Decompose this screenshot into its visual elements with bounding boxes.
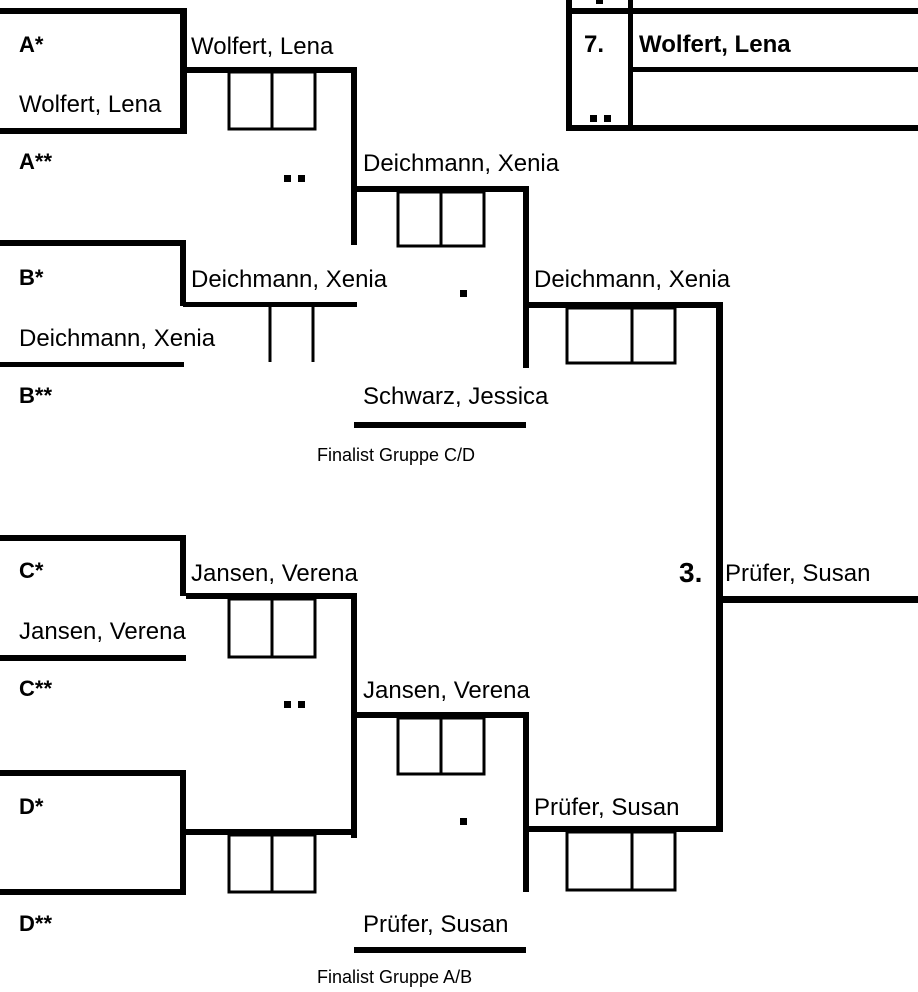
finalist-ab-label: Finalist Gruppe A/B [317, 967, 473, 987]
bracket-line [628, 67, 918, 72]
bracket-line [716, 596, 918, 603]
round1-name: Jansen, Verena [191, 560, 358, 587]
dot-marker [284, 701, 291, 708]
bracket-line [351, 67, 357, 245]
seed-label-b1: B* [19, 265, 44, 290]
semifinal-name-top: Deichmann, Xenia [534, 266, 731, 293]
bracket-line [0, 655, 186, 661]
semifinal-name-bottom: Prüfer, Susan [534, 794, 680, 821]
dot-marker [298, 175, 305, 182]
finalist-ab-name: Prüfer, Susan [363, 911, 509, 938]
round1-name: Deichmann, Xenia [191, 266, 388, 293]
bracket-line [183, 302, 357, 307]
dot-marker [460, 290, 467, 297]
finalist-cd-label: Finalist Gruppe C/D [317, 445, 476, 465]
round2-name-top: Deichmann, Xenia [363, 150, 560, 177]
seed-label-a2: A** [19, 149, 53, 174]
bracket-line [628, 0, 633, 131]
bracket-line [566, 0, 572, 131]
bracket-line [0, 889, 186, 895]
bracket-line [0, 128, 186, 134]
dot-marker [284, 175, 291, 182]
bracket-line [180, 240, 186, 306]
bracket-line [523, 186, 529, 368]
dot-marker [604, 115, 611, 122]
round2-name-bottom: Jansen, Verena [363, 677, 530, 704]
round1-name: Wolfert, Lena [191, 33, 334, 60]
seed-label-c1: C* [19, 558, 44, 583]
entry-name-a: Wolfert, Lena [19, 91, 162, 118]
dot-marker [596, 0, 603, 4]
bracket-line [354, 422, 526, 428]
entry-name-b: Deichmann, Xenia [19, 325, 216, 352]
entry-name-c: Jansen, Verena [19, 618, 186, 645]
bracket-line [351, 593, 357, 838]
seed-label-d2: D** [19, 911, 53, 936]
bracket-line [180, 770, 186, 895]
result-name: Prüfer, Susan [725, 560, 871, 587]
seed-label-b2: B** [19, 383, 53, 408]
seed-label-d1: D* [19, 794, 44, 819]
bracket-line [716, 302, 723, 832]
dot-marker [298, 701, 305, 708]
score-box [567, 832, 675, 890]
bracket-line [0, 8, 186, 14]
bracket-line [0, 770, 186, 776]
bracket-line [0, 240, 186, 246]
finalist-cd-name: Schwarz, Jessica [363, 383, 549, 410]
placement-name: Wolfert, Lena [639, 31, 791, 58]
bracket-line [180, 535, 186, 596]
bracket-line [566, 8, 918, 14]
seed-label-c2: C** [19, 676, 53, 701]
seed-label-a1: A* [19, 32, 44, 57]
bracket-line [0, 362, 184, 367]
result-place: 3. [679, 557, 703, 588]
bracket-line [354, 947, 526, 953]
dot-marker [590, 115, 597, 122]
bracket-line [566, 125, 918, 131]
placement-rank: 7. [584, 31, 605, 58]
bracket-line [523, 712, 529, 892]
bracket-line [180, 8, 187, 134]
bracket-line [0, 535, 186, 541]
dot-marker [460, 818, 467, 825]
score-box [567, 308, 675, 363]
